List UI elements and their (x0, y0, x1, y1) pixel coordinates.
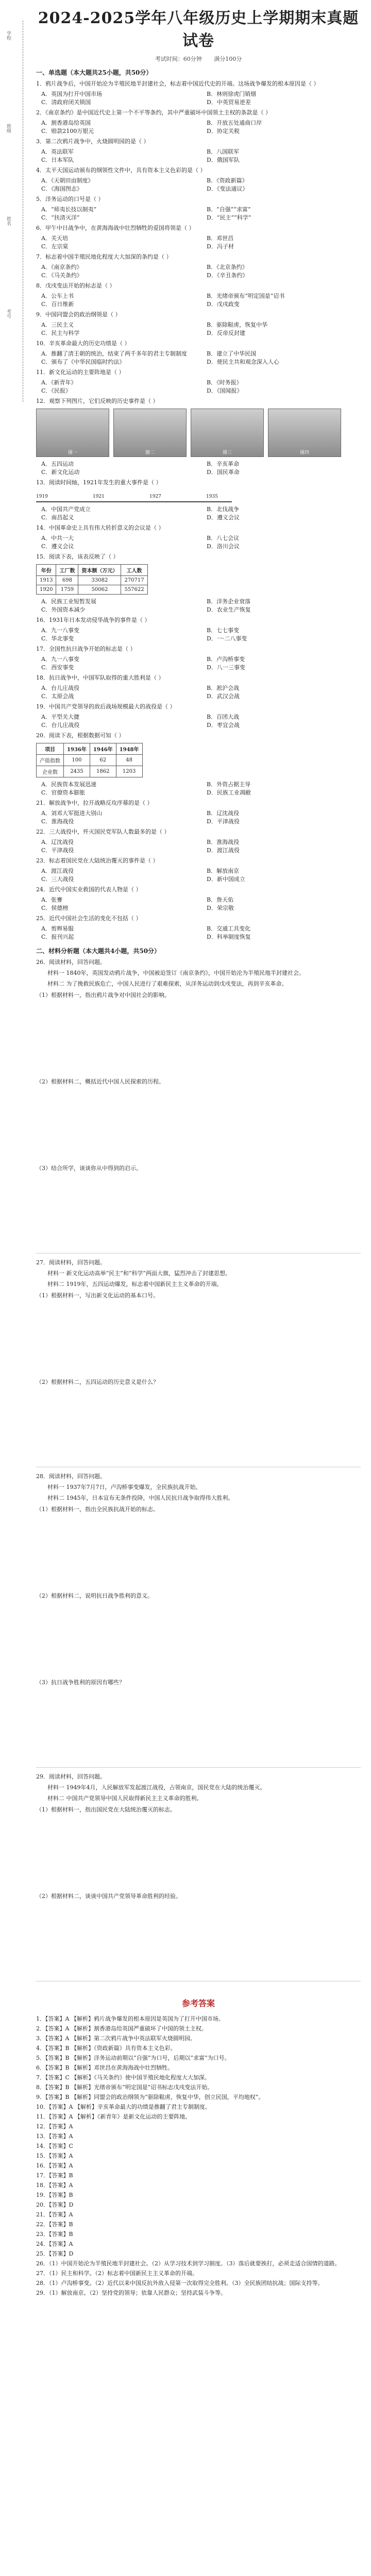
option: A．推翻了清王朝的统治，结束了两千多年的君主专制制度 (41, 350, 187, 357)
option: B．百团大战 (207, 714, 240, 720)
section1-questions (36, 80, 361, 941)
table-header: 1946年 (90, 743, 116, 755)
sub-question: （1）根据材料一，指出全民族抗战开始的标志。 (36, 1506, 159, 1513)
option: C．华北事变 (41, 635, 74, 642)
question-stem: 10．辛亥革命最大的历史功绩是（ ） (36, 340, 130, 347)
answer-space (36, 1003, 361, 1075)
sub-question: （1）根据材料一，指出鸦片战争对中国社会的影响。 (36, 992, 170, 998)
option-grid (36, 206, 361, 222)
option: D．中英贸易逆差 (207, 99, 251, 106)
option: B．外资占据主导 (207, 781, 251, 788)
timeline-year: 1935 (206, 494, 218, 499)
answer-space (36, 1817, 361, 1889)
option: C．淮海战役 (41, 818, 74, 825)
material-question-label: 27．阅读材料，回答问题。 (36, 1259, 106, 1266)
option: C．三大战役 (41, 876, 74, 883)
option: C．日本军队 (41, 157, 74, 163)
option-grid (36, 119, 361, 135)
question-stem: 17．全国性抗日战争开始的标志是（ ） (36, 646, 136, 652)
timeline-year: 1927 (149, 494, 161, 499)
material-question-label: 28．阅读材料，回答问题。 (36, 1473, 106, 1480)
option: D．科举制度恢复 (207, 934, 251, 940)
answer-line: 6．【答案】B 【解析】邓世昌在黄海海战中壮烈牺牲。 (36, 2064, 174, 2071)
question-stem: 6．甲午中日战争中，在黄海海战中壮烈牺牲的爱国将领是（ ） (36, 225, 195, 231)
option-grid (36, 177, 361, 193)
table-row (37, 585, 148, 595)
data-table (36, 564, 148, 595)
answers-title: 参考答案 (181, 1998, 215, 2008)
table-cell: 50062 (78, 585, 121, 595)
option: A．辽沈战役 (41, 839, 74, 845)
option: A．关天培 (41, 235, 68, 242)
margin-label-name: 姓名 (6, 216, 11, 226)
timeline-year: 1919 (36, 494, 48, 499)
timeline (36, 490, 232, 502)
option: D．冯子材 (207, 243, 234, 250)
material-text: 材料一 新文化运动高举“民主”和“科学”两面大旗，猛烈冲击了封建思想。 (47, 1270, 231, 1277)
option: B．八国联军 (207, 148, 240, 155)
option: B．八七会议 (207, 535, 240, 541)
option: A．英法联军 (41, 148, 74, 155)
option-grid (36, 379, 361, 395)
answer-line: 3．【答案】A 【解析】第二次鸦片战争中英法联军火烧圆明园。 (36, 2035, 196, 2042)
question-stem: 11．新文化运动的主要阵地是（ ） (36, 369, 125, 376)
sub-question: （1）根据材料一，写出新文化运动的基本口号。 (36, 1292, 159, 1299)
answer-line: 16．【答案】A (36, 2162, 73, 2169)
option-grid (36, 684, 361, 701)
option: C．清政府闭关锁国 (41, 99, 91, 106)
option: A．张謇 (41, 896, 62, 903)
table-cell: 产值指数 (37, 755, 64, 766)
option: C．《海国图志》 (41, 185, 82, 192)
data-table (36, 743, 143, 777)
option-grid (36, 626, 361, 643)
historical-photo (113, 409, 187, 457)
answer-line: 7．【答案】C 【解析】《马关条约》使中国半殖民地化程度大大加深。 (36, 2074, 210, 2081)
option: D．戊戌政变 (207, 301, 240, 308)
option: B．北伐战争 (207, 506, 240, 513)
option: A．渡江战役 (41, 868, 74, 874)
option: A．中国共产党成立 (41, 506, 91, 513)
option: C．《民报》 (41, 387, 71, 394)
option: B．“自强”“求富” (207, 206, 251, 213)
answer-space (36, 1690, 361, 1762)
option: C．颁布了《中华民国临时约法》 (41, 359, 125, 365)
answer-line: 20．【答案】D (36, 2201, 74, 2208)
option: B．邓世昌 (207, 235, 234, 242)
sub-question: （1）根据材料一，指出国民党在大陆统治覆灭的标志。 (36, 1806, 176, 1813)
sub-question: （3）抗日战争胜利的原因有哪些？ (36, 1679, 125, 1686)
exam-sheet (36, 0, 361, 2299)
answer-line: 17．【答案】B (36, 2172, 73, 2179)
option: D．武汉会战 (207, 693, 240, 700)
option: B．淞沪会战 (207, 685, 240, 691)
option: A．民族工业短暂发展 (41, 598, 96, 605)
answer-line: 18．【答案】A (36, 2182, 73, 2189)
option: D．洛川会议 (207, 543, 240, 550)
answer-line: 12．【答案】A (36, 2123, 73, 2130)
table-header: 工人数 (121, 565, 147, 576)
table-header: 1948年 (116, 743, 142, 755)
table-cell: 2435 (64, 766, 90, 777)
option-grid (36, 809, 361, 826)
option-grid (36, 867, 361, 884)
option: D．新中国成立 (207, 876, 245, 883)
question-stem: 20．阅读下表，根据数据可知（ ） (36, 732, 125, 739)
table-cell: 1862 (90, 766, 116, 777)
material-text: 材料一 1840年，英国发动鸦片战争，中国被迫签订《南京条约》，中国开始沦为半殖民地半封建社会。 (47, 970, 305, 976)
table-cell: 100 (64, 755, 90, 766)
option: C．南昌起义 (41, 514, 74, 521)
option: A．英国为打开中国市场 (41, 91, 102, 97)
option: B．林则徐虎门销烟 (207, 91, 257, 97)
photo-row (36, 409, 361, 457)
question-stem: 19．中国共产党领导的敌后战场规模最大的战役是（ ） (36, 703, 176, 710)
option: B．七七事变 (207, 627, 240, 634)
margin-label-class: 班级 (6, 124, 11, 133)
option: C．外国资本减少 (41, 606, 86, 613)
option-grid (36, 713, 361, 730)
photo-caption: 图三 (222, 450, 232, 455)
option: D．枣宜会战 (207, 722, 240, 728)
question-stem: 3．第二次鸦片战争中，火烧圆明园的是（ ） (36, 138, 149, 145)
option: C．报刊兴起 (41, 934, 74, 940)
option: B．开放五处通商口岸 (207, 120, 262, 126)
option: A．“师夷长技以制夷” (41, 206, 97, 213)
option-grid (36, 350, 361, 366)
question-stem: 13．阅读时间轴，1921年发生的重大事件是（ ） (36, 479, 162, 486)
option: C．百日维新 (41, 301, 74, 308)
answer-space (36, 1389, 361, 1462)
option-grid (36, 234, 361, 251)
exam-score: 满分100分 (214, 56, 242, 62)
answer-line: 11．【答案】A 【解析】《新青年》是新文化运动的主要阵地。 (36, 2113, 191, 2120)
option: C．官僚资本膨胀 (41, 789, 86, 796)
answer-line: 29．（1）解放南京。（2）坚持党的领导；依靠人民群众；坚持武装斗争等。 (36, 2290, 226, 2296)
photo-caption: 图二 (145, 450, 155, 455)
option: D．平津战役 (207, 818, 240, 825)
answer-space (36, 1603, 361, 1675)
option: B．辽沈战役 (207, 810, 240, 817)
question-stem: 22．三大战役中，歼灭国民党军队人数最多的是（ ） (36, 828, 170, 835)
option: A．《新青年》 (41, 379, 77, 386)
option: A．《南京条约》 (41, 264, 82, 270)
answer-line: 8．【答案】B 【解析】光绪帝颁布“明定国是”诏书标志戊戌变法开始。 (36, 2084, 213, 2091)
option: D．反帝反封建 (207, 330, 245, 336)
option: A．九一八事变 (41, 656, 79, 663)
option: A．《天朝田亩制度》 (41, 177, 94, 184)
question-stem: 12．观察下列图片，它们反映的历史事件是（ ） (36, 398, 159, 404)
option-grid (36, 90, 361, 107)
table-header: 工厂数 (56, 565, 78, 576)
table-header: 1936年 (64, 743, 90, 755)
option-grid (36, 460, 361, 477)
table-cell: 1759 (56, 585, 78, 595)
option: B．卢沟桥事变 (207, 656, 245, 663)
answer-line: 26．（1）中国开始沦为半殖民地半封建社会。（2）从学习技术到学习制度。（3）落后就要挨打，必须走适合国情的道路。 (36, 2260, 341, 2267)
question-stem: 8．戊戌变法开始的标志是（ ） (36, 282, 115, 289)
option: C．西安事变 (41, 664, 74, 671)
option-grid (36, 925, 361, 941)
option: A．剪辫易服 (41, 925, 74, 932)
option-grid (36, 505, 361, 522)
question-stem: 1．鸦片战争后，中国开始沦为半殖民地半封建社会，标志着中国近代史的开端。这场战争爆发的根本原因是（ ） (36, 80, 319, 87)
option: C．太原会战 (41, 693, 74, 700)
option: B．《时务报》 (207, 379, 242, 386)
exam-meta (36, 55, 361, 63)
option: C．“扶清灭洋” (41, 214, 80, 221)
answer-line: 4．【答案】B 【解析】《资政新篇》具有资本主义色彩。 (36, 2045, 176, 2052)
table-header: 年份 (37, 565, 56, 576)
material-text: 材料二 中国共产党领导中国人民取得新民主主义革命的胜利。 (47, 1795, 203, 1802)
answer-space (36, 1176, 361, 1248)
answer-line: 25．【答案】D (36, 2250, 74, 2257)
option: B．解放南京 (207, 868, 240, 874)
option: C．民主与科学 (41, 330, 80, 336)
material-text: 材料一 1949年4月，人民解放军发起渡江战役，占领南京，国民党在大陆的统治覆灭。 (47, 1784, 266, 1791)
table-cell: 1920 (37, 585, 56, 595)
answer-list (36, 2015, 361, 2297)
option: D．八一三事变 (207, 664, 245, 671)
section2-title: 二、材料分析题（本大题共4小题，共50分） (36, 947, 161, 955)
table-cell: 557622 (121, 585, 147, 595)
table-cell: 33082 (78, 576, 121, 585)
option: C．左宗棠 (41, 243, 69, 250)
option: C．新文化运动 (41, 469, 80, 476)
sub-question: （2）根据材料二，谈谈中国共产党领导革命胜利的经验。 (36, 1893, 181, 1900)
answer-line: 21．【答案】A (36, 2211, 73, 2218)
option: C．侯德榜 (41, 905, 69, 911)
question-stem: 5．洋务运动的口号是（ ） (36, 196, 104, 202)
option: B．詹天佑 (207, 896, 234, 903)
option: D．“民主”“科学” (207, 214, 251, 221)
option: D．《国闻报》 (207, 387, 243, 394)
question-stem: 7．标志着中国半殖民地化程度大大加深的条约是（ ） (36, 253, 172, 260)
answer-line: 5．【答案】B 【解析】洋务运动前期以“自强”为口号，后期以“求富”为口号。 (36, 2055, 230, 2061)
option: A．民族资本发展迅速 (41, 781, 96, 788)
question-stem: 24．近代中国实业救国的代表人物是（ ） (36, 886, 142, 893)
table-cell: 62 (90, 755, 116, 766)
table-cell: 698 (56, 576, 78, 585)
sub-question: （2）根据材料二，概括近代中国人民探索的历程。 (36, 1078, 164, 1085)
answer-line: 1．【答案】A 【解析】鸦片战争爆发的根本原因是英国为了打开中国市场。 (36, 2015, 224, 2022)
option: B．建立了中华民国 (207, 350, 257, 357)
answer-line: 9．【答案】B 【解析】同盟会的政治纲领为“驱除鞑虏，恢复中华，创立民国，平均地权”。 (36, 2094, 264, 2100)
table-cell: 48 (116, 755, 142, 766)
question-stem: 14．中国革命史上具有伟大转折意义的会议是（ ） (36, 524, 164, 531)
answer-space (36, 1303, 361, 1375)
option: A．九一八事变 (41, 627, 79, 634)
option-grid (36, 838, 361, 855)
option-grid (36, 598, 361, 614)
option-grid (36, 292, 361, 309)
margin-label-school: 学校 (6, 31, 11, 40)
option: A．割香港岛给英国 (41, 120, 91, 126)
answer-line: 14．【答案】C (36, 2143, 73, 2149)
option: C．《马关条约》 (41, 272, 82, 279)
option-grid (36, 534, 361, 551)
option: D．一·二八事变 (207, 635, 247, 642)
table-row (37, 755, 143, 766)
option-grid (36, 896, 361, 912)
option: D．使民主共和观念深入人心 (207, 359, 279, 365)
question-stem: 21．解放战争中，拉开战略反攻序幕的是（ ） (36, 800, 153, 806)
sub-question: （2）根据材料二，五四运动的历史意义是什么？ (36, 1379, 159, 1385)
section1-title: 一、单选题（本大题共25小题，共50分） (36, 69, 153, 76)
option: B．驱除鞑虏，恢复中华 (207, 321, 268, 328)
question-stem: 2．《南京条约》是中国近代史上第一个不平等条约，其中严重破坏中国领土主权的条款是（ ） (36, 109, 271, 116)
option-grid (36, 263, 361, 280)
table-cell: 1203 (116, 766, 142, 777)
option: A．平型关大捷 (41, 714, 79, 720)
historical-photo (36, 409, 109, 457)
option: D．民族工业凋敝 (207, 789, 251, 796)
photo-caption: 图一 (68, 450, 77, 455)
option: D．协定关税 (207, 128, 240, 134)
option: D．渡江战役 (207, 847, 240, 854)
divider (36, 1767, 361, 1768)
section2-questions (36, 958, 361, 1981)
option-grid (36, 148, 361, 164)
exam-time: 考试时间：60分钟 (155, 56, 202, 62)
option: A．中共一大 (41, 535, 74, 541)
answer-line: 27．（1）民主和科学。（2）标志着中国新民主主义革命的开端。 (36, 2270, 198, 2277)
option: A．刘邓大军挺进大别山 (41, 810, 102, 817)
answer-space (36, 1089, 361, 1161)
table-header: 资本额（万元） (78, 565, 121, 576)
answer-line: 2．【答案】A 【解析】割香港岛给英国严重破坏了中国的领土主权。 (36, 2025, 207, 2032)
option-grid (36, 655, 361, 672)
question-stem: 16．1931年日本发动侵华战争的事件是（ ） (36, 617, 150, 623)
material-question-label: 29．阅读材料，回答问题。 (36, 1773, 106, 1780)
option: B．洋务企业衰落 (207, 598, 251, 605)
material-text: 材料二 为了挽救民族危亡，中国人民进行了艰难探索，从洋务运动到戊戌变法，再到辛亥革命。 (47, 980, 288, 987)
option: C．台儿庄战役 (41, 722, 80, 728)
question-stem: 4．太平天国运动颁布的纲领性文件中，具有资本主义色彩的是（ ） (36, 167, 206, 174)
table-header: 项目 (37, 743, 64, 755)
table-cell: 企业数 (37, 766, 64, 777)
margin-label-id: 考号 (6, 309, 11, 318)
option: A．五四运动 (41, 461, 74, 467)
option: B．《北京条约》 (207, 264, 248, 270)
table-row (37, 576, 148, 585)
material-question-label: 26．阅读材料，回答问题。 (36, 959, 106, 965)
option: D．《辛丑条约》 (207, 272, 248, 279)
option: A．三民主义 (41, 321, 74, 328)
sub-question: （3）结合所学，谈谈你从中得到的启示。 (36, 1165, 142, 1172)
table-cell: 270717 (121, 576, 147, 585)
table-row (37, 766, 143, 777)
answer-line: 23．【答案】B (36, 2231, 73, 2238)
option: C．平津战役 (41, 847, 74, 854)
answer-line: 15．【答案】A (36, 2153, 73, 2159)
timeline-year: 1921 (93, 494, 105, 499)
historical-photo (268, 409, 341, 457)
option: D．俄国军队 (207, 157, 240, 163)
question-stem: 23．标志着国民党在大陆统治覆灭的事件是（ ） (36, 857, 159, 864)
option: D．荣宗敬 (207, 905, 234, 911)
answer-line: 19．【答案】B (36, 2192, 73, 2198)
option: B．辛亥革命 (207, 461, 240, 467)
option: B．交通工具变化 (207, 925, 251, 932)
option-grid (36, 781, 361, 797)
binding-margin (0, 0, 32, 412)
option: C．赔款2100万银元 (41, 128, 94, 134)
option: B．淮海战役 (207, 839, 240, 845)
answer-line: 10．【答案】A 【解析】辛亥革命最大的功绩是推翻了君主专制制度。 (36, 2104, 211, 2110)
material-text: 材料一 1937年7月7日，卢沟桥事变爆发，全民族抗战开始。 (47, 1484, 201, 1490)
option-grid (36, 321, 361, 337)
question-stem: 9．中国同盟会的政治纲领是（ ） (36, 311, 121, 318)
answer-line: 22．【答案】B (36, 2221, 73, 2228)
photo-caption: 图四 (299, 450, 309, 455)
option: D．国民革命 (207, 469, 240, 476)
option: D．遵义会议 (207, 514, 240, 521)
question-stem: 15．阅读下表，该表反映了（ ） (36, 553, 119, 560)
option: B．光绪帝颁布“明定国是”诏书 (207, 293, 285, 299)
answer-line: 24．【答案】A (36, 2241, 73, 2247)
question-stem: 25．近代中国社会生活的变化不包括（ ） (36, 915, 142, 922)
sub-question: （2）根据材料二，说明抗日战争胜利的意义。 (36, 1592, 153, 1599)
option: D．《变法通议》 (207, 185, 248, 192)
option: D．农业生产恢复 (207, 606, 251, 613)
material-text: 材料二 1945年，日本宣布无条件投降，中国人民抗日战争取得伟大胜利。 (47, 1495, 234, 1501)
answer-space (36, 1517, 361, 1589)
table-cell: 1913 (37, 576, 56, 585)
option: A．公车上书 (41, 293, 74, 299)
material-text: 材料二 1919年，五四运动爆发，标志着中国新民主主义革命的开端。 (47, 1281, 223, 1287)
answer-line: 28．（1）卢沟桥事变。（2）近代以来中国反抗外敌入侵第一次取得完全胜利。（3）全民族团结抗战；国际支持等。 (36, 2280, 324, 2286)
option: C．遵义会议 (41, 543, 74, 550)
question-stem: 18．抗日战争中，中国军队取得的重大胜利是（ ） (36, 674, 164, 681)
answer-space (36, 1904, 361, 1976)
historical-photo (191, 409, 264, 457)
exam-title: 2024-2025学年八年级历史上学期期末真题试卷 (38, 9, 359, 50)
option: B．《资政新篇》 (207, 177, 248, 184)
answer-line: 13．【答案】A (36, 2133, 73, 2140)
option: A．台儿庄战役 (41, 685, 79, 691)
